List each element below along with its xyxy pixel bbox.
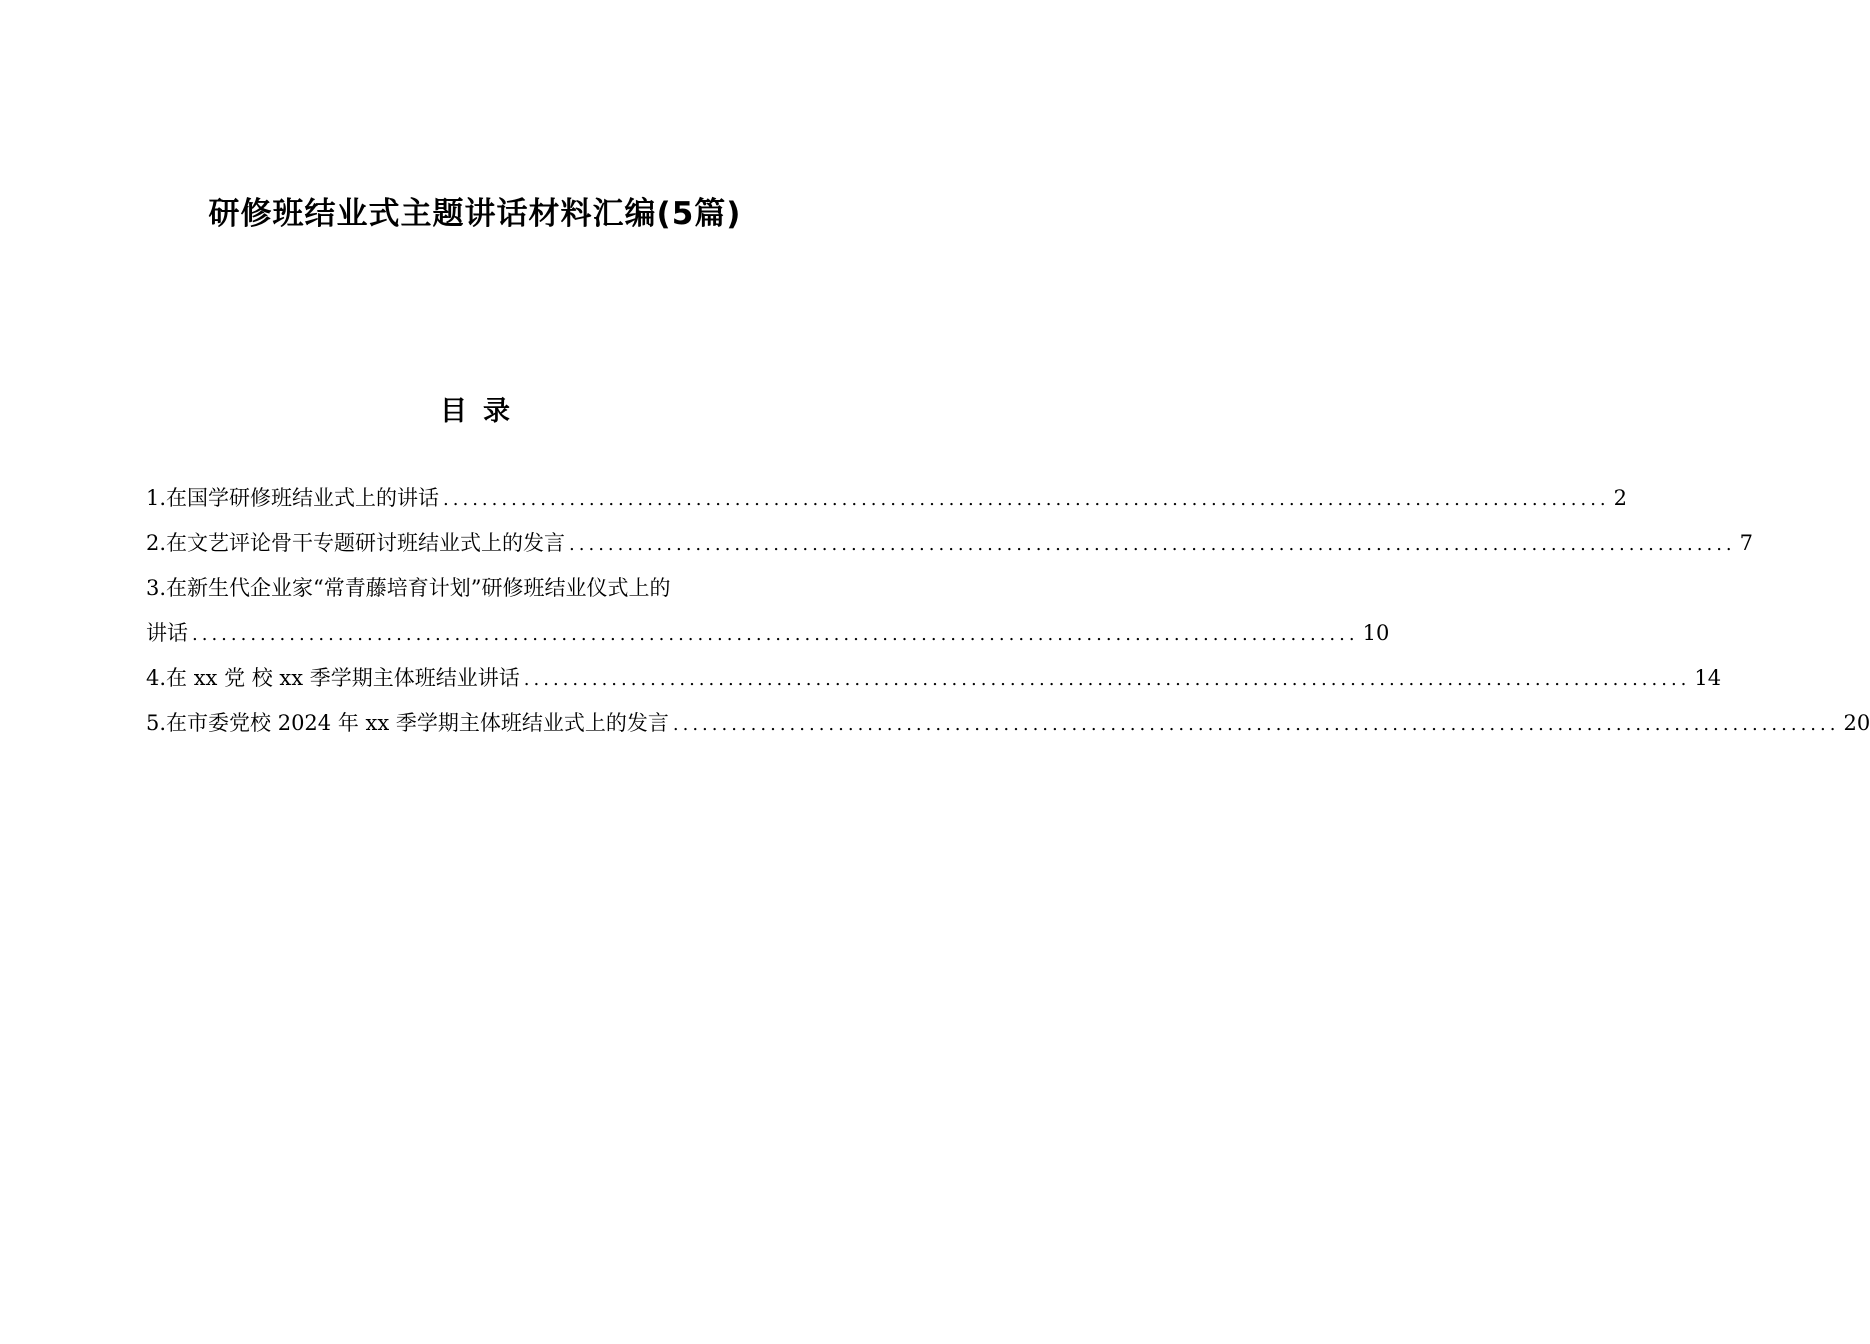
toc-entry-4[interactable]: [146, 656, 1722, 701]
toc-entry-page: 20: [1843, 711, 1870, 735]
toc-entry-3[interactable]: [146, 611, 1390, 656]
toc-entry-label: 1.在国学研修班结业式上的讲话: [146, 486, 440, 510]
document-title: 研修班结业式主题讲话材料汇编(5篇): [208, 196, 742, 232]
toc-entry-page: 2: [1613, 486, 1628, 510]
toc-entry-label: 讲话: [146, 621, 188, 645]
toc-entry-label: 5.在市委党校 2024 年 xx 季学期主体班结业式上的发言: [146, 711, 669, 735]
toc-entry-page: 10: [1362, 621, 1390, 645]
toc-dot-leader: ........................................................................................................................: [443, 489, 1610, 510]
toc-dot-leader: ........................................................................................................................: [192, 624, 1359, 645]
toc-entry-label: 3.在新生代企业家“常青藤培育计划”研修班结业仪式上的: [146, 576, 671, 600]
toc-heading: 目录: [440, 396, 526, 427]
toc-entry-label: 4.在 xx 党 校 xx 季学期主体班结业讲话: [146, 666, 520, 690]
toc-dot-leader: ........................................................................................................................: [672, 714, 1840, 735]
toc-entry-3-line1[interactable]: [146, 566, 804, 611]
toc-dot-leader: ........................................................................................................................: [569, 534, 1736, 555]
toc-entry-1[interactable]: [146, 476, 1628, 521]
toc-entry-page: 14: [1694, 666, 1722, 690]
toc-entry-page: 7: [1739, 531, 1754, 555]
table-of-contents: [146, 476, 1870, 746]
toc-dot-leader: ........................................................................................................................: [523, 669, 1691, 690]
toc-entry-label: 2.在文艺评论骨干专题研讨班结业式上的发言: [146, 531, 566, 555]
toc-entry-5[interactable]: [146, 701, 1870, 746]
toc-entry-2[interactable]: [146, 521, 1754, 566]
